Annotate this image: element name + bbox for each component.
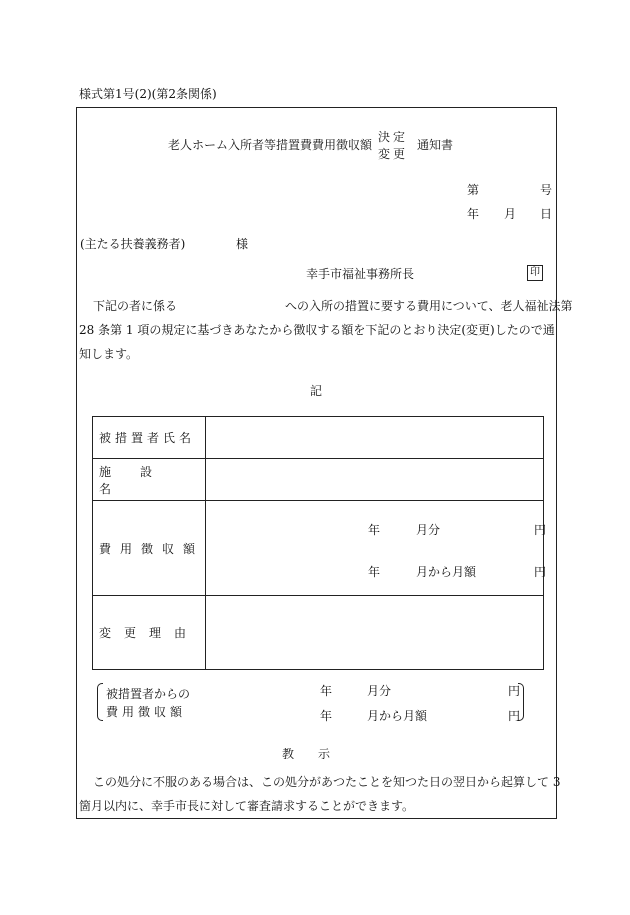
fee-line1-year: 年: [368, 523, 381, 537]
bracket-line1-month: 月分: [367, 684, 392, 698]
number-dai: 第: [467, 183, 480, 197]
date-year: 年: [467, 207, 480, 221]
fee-line2-yen: 円: [534, 565, 547, 579]
date-month: 月: [504, 207, 517, 221]
bracket-line2-month: 月から月額: [367, 709, 428, 723]
fee-line1-yen: 円: [534, 523, 547, 537]
table-row: [93, 417, 544, 459]
bracket-line1-yen: 円: [508, 684, 521, 698]
change-reason-field[interactable]: [206, 596, 544, 670]
form-id: 様式第1号(2)(第2条関係): [79, 87, 217, 101]
change-reason-label: [93, 596, 206, 670]
left-bracket: [97, 683, 103, 721]
notice-line-2: 箇月以内に、幸手市長に対して審査請求することができます。: [79, 799, 415, 813]
notice-title: 教 示: [282, 747, 331, 761]
seal-mark: 印: [527, 265, 543, 281]
title-option-decide: 決定: [378, 130, 409, 144]
bracket-line1-year: 年: [320, 684, 333, 698]
fee-line2-year: 年: [368, 565, 381, 579]
addressee-label: (主たる扶養義務者): [80, 237, 186, 251]
table-row: [93, 596, 544, 670]
subject-name-text: 被措置者氏名: [99, 431, 196, 445]
title-option-change: 変更: [378, 147, 409, 161]
fee-line2-month: 月から月額: [416, 565, 477, 579]
facility-name-text: 施設名: [99, 464, 182, 496]
notice-line-1: この処分に不服のある場合は、この処分があつたことを知つた日の翌日から起算して 3: [93, 775, 561, 789]
facility-name-label: [93, 459, 206, 501]
body-line-3: 知します。: [79, 347, 139, 361]
fee-amount-label: [93, 501, 206, 596]
table-row: [93, 501, 544, 596]
addressee-sama: 様: [236, 237, 249, 251]
body-line-2: 28 条第 1 項の規定に基づきあなたから徴収する額を下記のとおり決定(変更)したので通: [79, 323, 555, 337]
bracket-label-2: 費用徴収額: [106, 705, 187, 719]
title-suffix: 通知書: [417, 138, 454, 152]
sender-name: 幸手市福祉事務所長: [306, 267, 415, 281]
number-go: 号: [540, 183, 553, 197]
bracket-line2-yen: 円: [508, 709, 521, 723]
fee-amount-text: 費用徴収額: [99, 541, 205, 556]
change-reason-text: 変更理由: [99, 626, 200, 640]
fee-amount-field[interactable]: [206, 501, 547, 596]
ki-heading: 記: [310, 384, 323, 398]
subject-name-label: [93, 417, 206, 459]
subject-name-field[interactable]: [206, 417, 544, 459]
bracket-line2-year: 年: [320, 709, 333, 723]
table-row: [93, 459, 544, 501]
title-main: 老人ホーム入所者等措置費費用徴収額: [168, 138, 373, 152]
body-line-1: 下記の者に係る への入所の措置に要する費用について、老人福祉法第: [93, 299, 573, 313]
details-table: [92, 416, 547, 670]
date-day: 日: [540, 207, 553, 221]
bracket-label-1: 被措置者からの: [106, 687, 191, 701]
facility-name-field[interactable]: [206, 459, 544, 501]
fee-line1-month: 月分: [416, 523, 441, 537]
